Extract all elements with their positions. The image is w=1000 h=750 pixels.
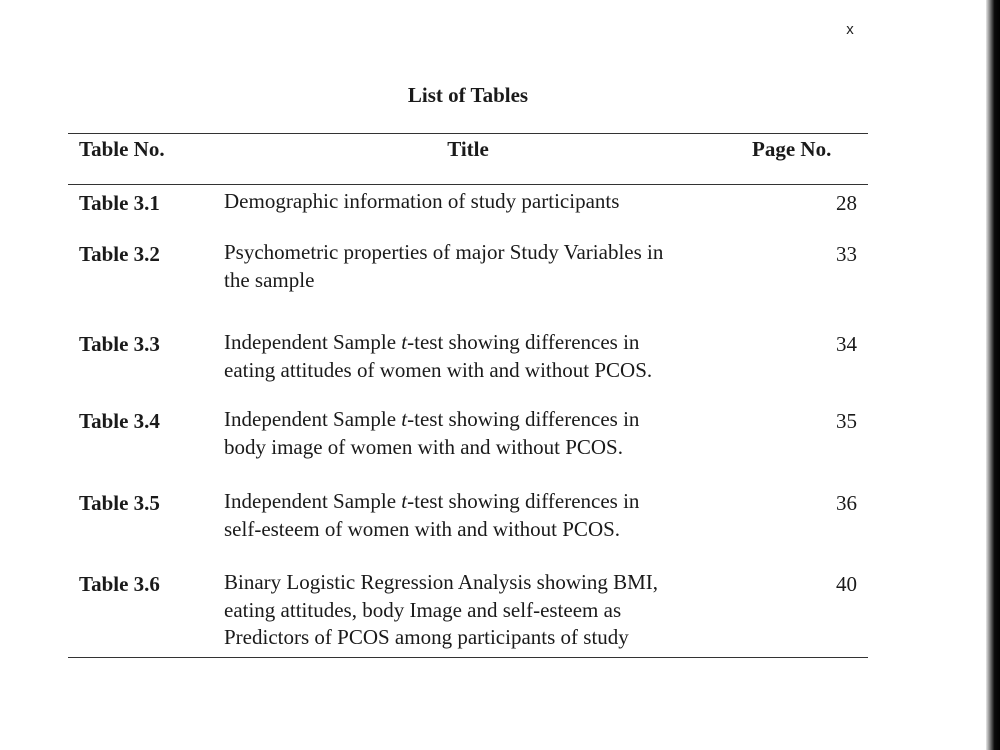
table-row-page: 33 — [836, 242, 857, 266]
title-line: body image of women with and without PCOS. — [224, 434, 623, 459]
table-row-number: Table 3.6 — [79, 572, 160, 596]
table-header-rule — [68, 184, 868, 185]
header-table-no: Table No. — [79, 137, 165, 161]
close-button[interactable]: x — [846, 21, 854, 38]
title-line: Independent Sample t-test showing differences in — [224, 489, 640, 513]
title-line: Predictors of PCOS among participants of study — [224, 625, 629, 649]
table-row-number: Table 3.2 — [79, 242, 160, 266]
header-title: Title — [447, 137, 489, 161]
table-row-title — [224, 488, 724, 543]
title-line: eating attitudes, body Image and self-esteem as — [224, 597, 622, 622]
table-bottom-rule — [68, 657, 868, 658]
table-row-page: 28 — [836, 191, 857, 215]
viewer-edge-shadow — [986, 0, 1000, 750]
table-row-number: Table 3.3 — [79, 332, 160, 356]
title-line: eating attitudes of women with and without PCOS. — [224, 357, 653, 382]
title-line: Demographic information of study participants — [224, 189, 620, 213]
title-line: the sample — [224, 267, 315, 292]
title-line: Psychometric properties of major Study Variables in — [224, 240, 664, 264]
title-line: Binary Logistic Regression Analysis showing BMI, — [224, 570, 658, 594]
table-row-title — [224, 329, 724, 384]
table-row-title — [224, 406, 724, 461]
table-row-page: 34 — [836, 332, 857, 356]
table-row-title — [224, 188, 724, 216]
table-row-page: 35 — [836, 409, 857, 433]
table-row-number: Table 3.1 — [79, 191, 160, 215]
table-row-page: 36 — [836, 491, 857, 515]
table-row-page: 40 — [836, 572, 857, 596]
header-page-no: Page No. — [752, 137, 832, 161]
table-row-title — [224, 239, 724, 294]
table-row-number: Table 3.4 — [79, 409, 160, 433]
table-row-number: Table 3.5 — [79, 491, 160, 515]
page-title: List of Tables — [407, 83, 529, 107]
table-row-title — [224, 569, 724, 652]
title-line: Independent Sample t-test showing differences in — [224, 330, 640, 354]
title-line: Independent Sample t-test showing differences in — [224, 407, 640, 431]
title-line: self-esteem of women with and without PCOS. — [224, 516, 621, 541]
